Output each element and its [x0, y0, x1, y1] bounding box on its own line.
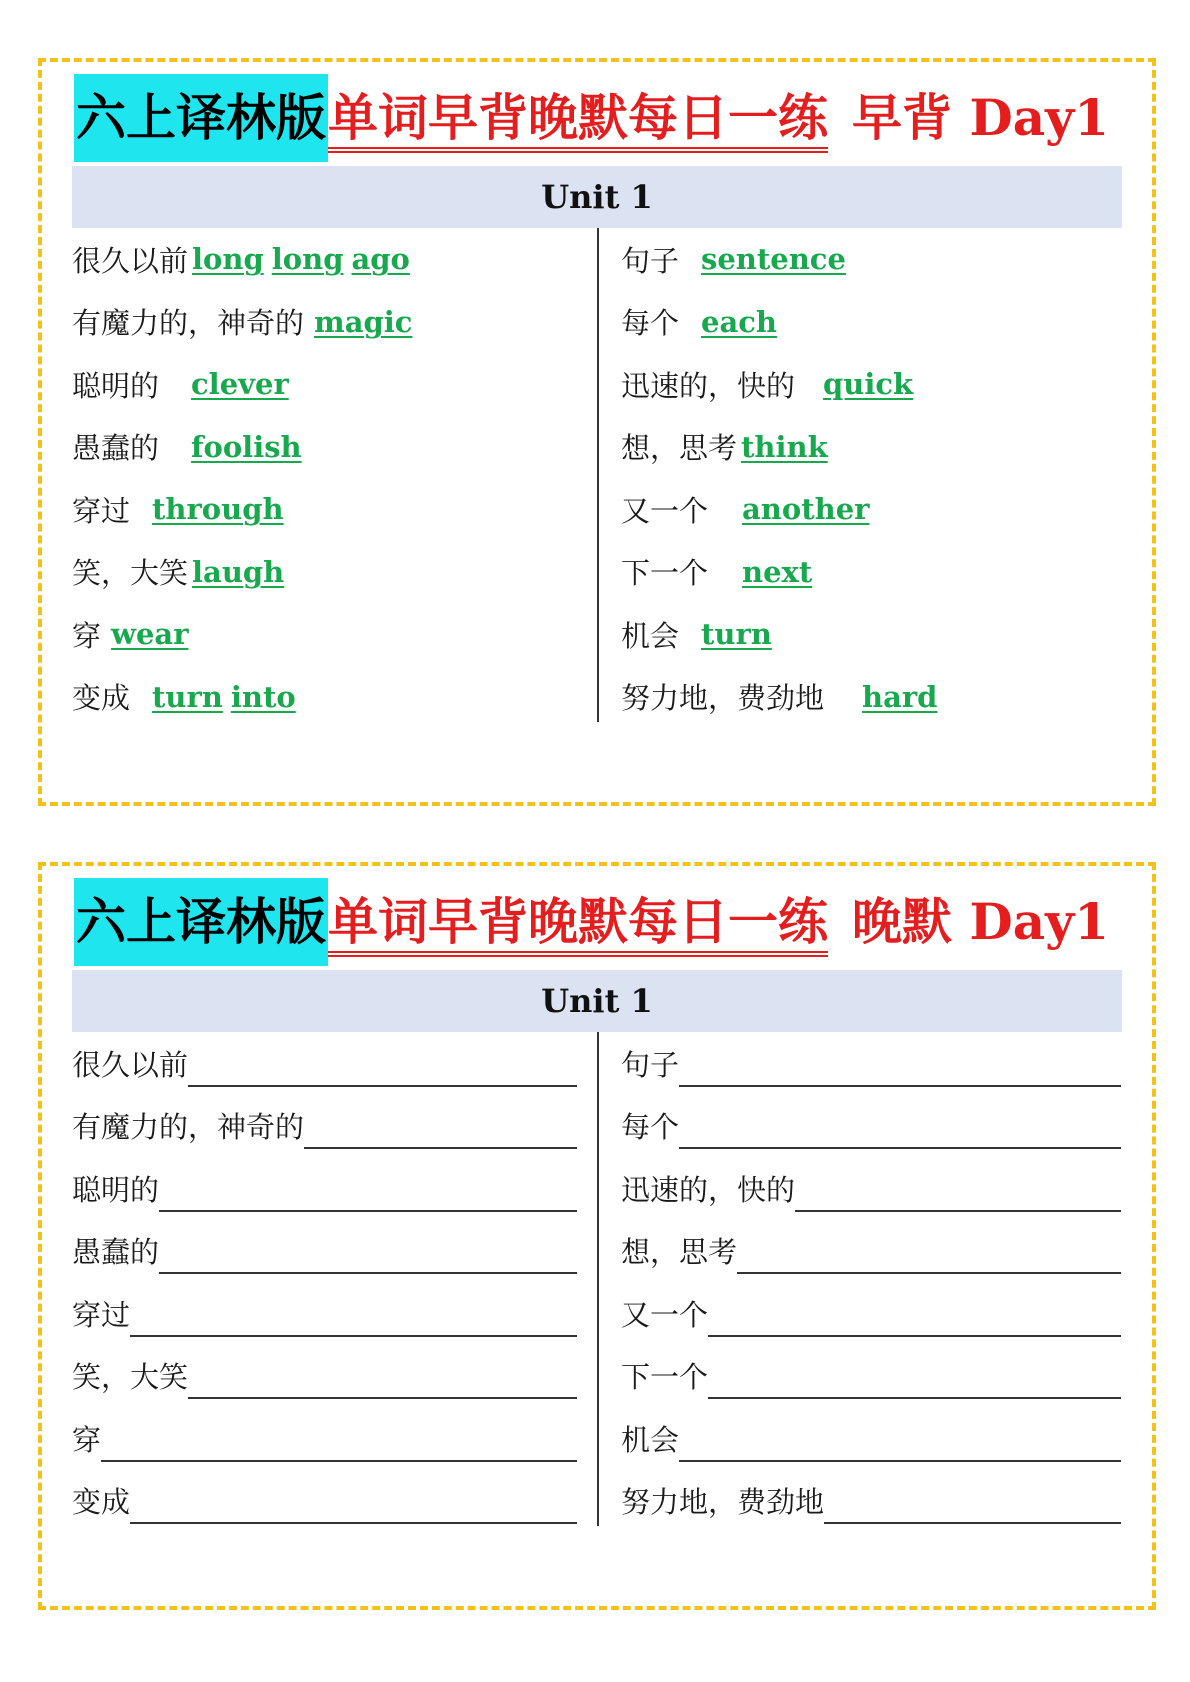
answer-blank[interactable]	[159, 1210, 577, 1212]
english-answer: foolish	[191, 429, 302, 464]
english-answer: through	[152, 492, 284, 527]
english-answer: magic	[314, 304, 413, 339]
dictation-row	[621, 1157, 1121, 1220]
english-answer: ago	[351, 242, 410, 277]
dictation-row	[72, 1407, 577, 1470]
dictation-row	[72, 1220, 577, 1283]
answer-blank[interactable]	[304, 1147, 577, 1149]
chinese-prompt: 很久以前	[72, 243, 189, 278]
dictation-column-right	[621, 1032, 1121, 1532]
chinese-prompt: 努力地，费劲地	[621, 681, 825, 716]
column-divider	[597, 228, 599, 722]
chinese-prompt: 努力地，费劲地	[621, 1485, 825, 1520]
dictation-row	[72, 1032, 577, 1095]
dictation-row	[621, 1345, 1121, 1408]
vocab-row	[621, 603, 1121, 666]
chinese-prompt: 迅速的，快的	[621, 1172, 796, 1207]
chinese-prompt: 又一个	[621, 493, 709, 528]
dictation-column-left	[72, 1032, 577, 1532]
dictation-row	[72, 1095, 577, 1158]
dictation-row	[72, 1470, 577, 1533]
answer-blank[interactable]	[130, 1522, 577, 1524]
english-answer: laugh	[192, 554, 285, 589]
answer-blank[interactable]	[795, 1210, 1121, 1212]
dictation-row	[621, 1407, 1121, 1470]
english-answer: sentence	[701, 242, 846, 277]
chinese-prompt: 很久以前	[72, 1047, 189, 1082]
vocab-row	[72, 478, 577, 541]
chinese-prompt: 变成	[72, 1485, 131, 1520]
chinese-prompt: 愚蠢的	[72, 1235, 160, 1270]
dictation-row	[621, 1032, 1121, 1095]
chinese-prompt: 穿过	[72, 493, 131, 528]
chinese-prompt: 有魔力的，神奇的	[72, 306, 305, 341]
morning-card	[38, 58, 1156, 806]
english-answer: each	[701, 304, 777, 339]
vocab-row	[72, 541, 577, 604]
chinese-prompt: 迅速的，快的	[621, 368, 796, 403]
chinese-prompt: 穿	[72, 1422, 102, 1457]
english-answer: hard	[862, 679, 938, 714]
dictation-row	[72, 1345, 577, 1408]
dictation-row	[72, 1282, 577, 1345]
answer-blank[interactable]	[101, 1460, 577, 1462]
english-answer: turn	[152, 679, 223, 714]
english-answer: clever	[191, 367, 289, 402]
unit-header: Unit 1	[72, 970, 1122, 1032]
chinese-prompt: 笑，大笑	[72, 1360, 189, 1395]
english-answer: long	[192, 242, 264, 277]
answer-blank[interactable]	[188, 1397, 577, 1399]
vocab-row	[72, 228, 577, 291]
chinese-prompt: 又一个	[621, 1297, 709, 1332]
morning-title	[74, 72, 1120, 164]
title-tail: 早背 Day1	[852, 88, 1110, 147]
title-tail: 晚默 Day1	[852, 892, 1110, 951]
chinese-prompt: 聪明的	[72, 1172, 160, 1207]
vocab-row	[621, 478, 1121, 541]
answer-blank[interactable]	[824, 1522, 1121, 1524]
chinese-prompt: 句子	[621, 1047, 680, 1082]
answer-blank[interactable]	[708, 1397, 1121, 1399]
vocab-column-left	[72, 228, 577, 728]
answer-blank[interactable]	[679, 1085, 1121, 1087]
chinese-prompt: 想，思考	[621, 431, 738, 466]
evening-card	[38, 862, 1156, 1610]
english-answer: into	[230, 679, 296, 714]
vocab-row	[621, 666, 1121, 729]
vocab-row	[72, 416, 577, 479]
chinese-prompt: 有魔力的，神奇的	[72, 1110, 305, 1145]
english-answer: turn	[701, 617, 772, 652]
chinese-prompt: 穿过	[72, 1297, 131, 1332]
dictation-row	[72, 1157, 577, 1220]
vocab-row	[72, 353, 577, 416]
vocab-column-right	[621, 228, 1121, 728]
title-main: 单词早背晚默每日一练	[328, 88, 828, 153]
title-main: 单词早背晚默每日一练	[328, 892, 828, 957]
english-answer: wear	[111, 617, 189, 652]
answer-blank[interactable]	[679, 1147, 1121, 1149]
chinese-prompt: 机会	[621, 1422, 680, 1457]
dictation-row	[621, 1095, 1121, 1158]
chinese-prompt: 愚蠢的	[72, 431, 160, 466]
title-highlight: 六上译林版	[74, 878, 328, 966]
english-answer: next	[742, 554, 813, 589]
unit-header: Unit 1	[72, 166, 1122, 228]
vocab-row	[621, 291, 1121, 354]
answer-blank[interactable]	[188, 1085, 577, 1087]
vocab-row	[621, 353, 1121, 416]
vocab-row	[621, 541, 1121, 604]
vocab-row	[72, 291, 577, 354]
answer-blank[interactable]	[159, 1272, 577, 1274]
chinese-prompt: 变成	[72, 681, 131, 716]
chinese-prompt: 机会	[621, 618, 680, 653]
chinese-prompt: 聪明的	[72, 368, 160, 403]
dictation-row	[621, 1282, 1121, 1345]
chinese-prompt: 下一个	[621, 556, 709, 591]
english-answer: think	[741, 429, 828, 464]
vocab-row	[621, 228, 1121, 291]
vocab-row	[72, 603, 577, 666]
english-answer: another	[742, 492, 870, 527]
column-divider	[597, 1032, 599, 1526]
vocab-row	[72, 666, 577, 729]
answer-blank[interactable]	[708, 1335, 1121, 1337]
dictation-row	[621, 1220, 1121, 1283]
evening-title	[74, 876, 1120, 968]
chinese-prompt: 笑，大笑	[72, 556, 189, 591]
answer-blank[interactable]	[679, 1460, 1121, 1462]
chinese-prompt: 每个	[621, 1110, 680, 1145]
chinese-prompt: 每个	[621, 306, 680, 341]
chinese-prompt: 想，思考	[621, 1235, 738, 1270]
chinese-prompt: 穿	[72, 618, 102, 653]
chinese-prompt: 句子	[621, 243, 680, 278]
english-answer: quick	[823, 367, 914, 402]
vocab-row	[621, 416, 1121, 479]
english-answer: long	[271, 242, 344, 277]
answer-blank[interactable]	[737, 1272, 1121, 1274]
dictation-row	[621, 1470, 1121, 1533]
title-highlight: 六上译林版	[74, 74, 328, 162]
chinese-prompt: 下一个	[621, 1360, 709, 1395]
answer-blank[interactable]	[130, 1335, 577, 1337]
